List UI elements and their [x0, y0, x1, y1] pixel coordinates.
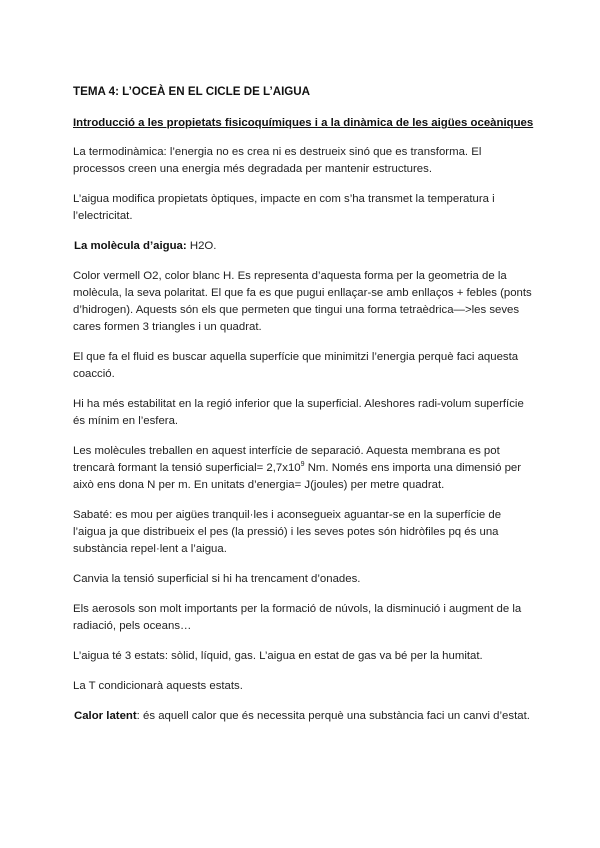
document-title: TEMA 4: L’OCEÀ EN EL CICLE DE L’AIGUA: [73, 85, 311, 98]
latent-heat-label: Calor latent: [74, 710, 137, 722]
paragraph-water-molecule: [73, 238, 535, 255]
water-molecule-label: La molècula d’aigua:: [74, 240, 187, 252]
surface-tension-text-before: Les molècules treballen en aquest interfície de separació. Aquesta membrana es pot trencarà formant la tensió superficial= 2,7x10: [73, 445, 500, 474]
paragraph-sabate: Sabaté: es mou per aigües tranquil·les i aconsegueix aguantar-se en la superfície de l’aigua ja que distribueix el pes (la pressió) i les seves potes són hidròfiles pq és una substància repel·lent a l’aigua.: [73, 509, 502, 555]
paragraph-aerosols: Els aerosols son molt importants per la formació de núvols, la disminució i augment de la radiació, pels oceans…: [73, 603, 522, 632]
surface-tension-exponent: 9: [300, 461, 305, 469]
section-subtitle: Introducció a les propietats fisicoquímiques i a la dinàmica de les aigües oceàniques: [73, 117, 534, 129]
paragraph-molecule-color: Color vermell O2, color blanc H. Es representa d’aquesta forma per la geometria de la molècula, la seva polaritat. El que fa es que pugui enllaçar-se amb enllaços + febles (ponts d’hidrogen). Aquests són els que permeten que tingui una forma tetraèdrica—>les seves cares formen 3 triangles i un quadrat.: [73, 270, 532, 333]
paragraph-water-properties: L’aigua modifica propietats òptiques, impacte en com s’ha transmet la temperatura i l’electricitat.: [73, 193, 495, 222]
paragraph-waves: Canvia la tensió superficial si hi ha trencament d’onades.: [73, 573, 361, 585]
paragraph-stability: Hi ha més estabilitat en la regió inferior que la superficial. Aleshores radi-volum superfície és mínim en l’esfera.: [73, 398, 524, 427]
paragraph-surface-tension: [73, 443, 535, 494]
document-page: [73, 83, 535, 738]
water-molecule-formula: H2O.: [186, 240, 217, 252]
paragraph-temperature: La T condicionarà aquests estats.: [73, 680, 243, 692]
surface-tension-text-after: Nm. Només ens importa una dimensió per això ens dona N per m. En unitats d’energia= J(joules) per metre quadrat.: [73, 462, 522, 491]
latent-heat-definition: : és aquell calor que és necessita perquè una substància faci un canvi d’estat.: [136, 710, 530, 722]
paragraph-latent-heat: [73, 708, 535, 725]
paragraph-thermodynamics: La termodinàmica: l’energia no es crea ni es destrueix sinó que es transforma. El processos creen una energia més degradada per mantenir estructures.: [73, 146, 482, 175]
paragraph-fluid-surface: El que fa el fluid es buscar aquella superfície que minimitzi l’energia perquè faci aquesta coacció.: [73, 351, 519, 380]
paragraph-water-states: L’aigua té 3 estats: sòlid, líquid, gas. L’aigua en estat de gas va bé per la humitat.: [73, 650, 483, 662]
